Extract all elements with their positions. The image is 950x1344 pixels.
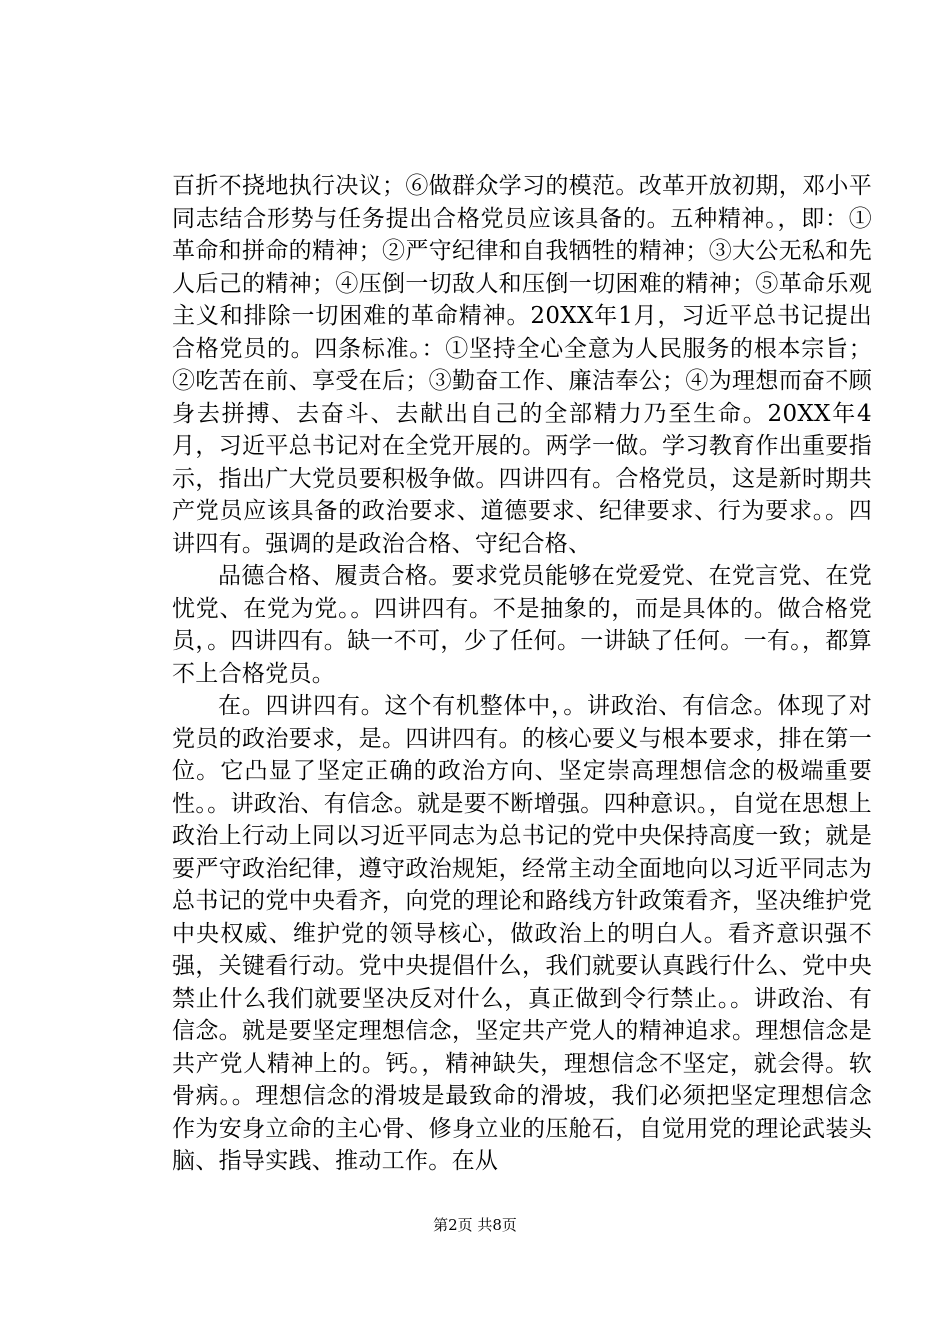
paragraph-2: 品德合格、履责合格。要求党员能够在党爱党、在党言党、在党忧党、在党为党。。四讲四有。不是抽象的，而是具体的。做合格党员，。四讲四有。缺一不可，少了任何。一讲缺了任何。一有。，都算不上合格党员。: [172, 563, 872, 687]
page-footer: 第2页 共8页: [433, 1216, 517, 1234]
document-body: [172, 170, 872, 1178]
paragraph-1: 百折不挠地执行决议；⑥做群众学习的模范。改革开放初期，邓小平同志结合形势与任务提出合格党员应该具备的。五种精神。，即：①革命和拼命的精神；②严守纪律和自我牺牲的精神；③大公无私和先人后己的精神；④压倒一切敌人和压倒一切困难的精神；⑤革命乐观主义和排除一切困难的革命精神。20XX年1月，习近平总书记提出合格党员的。四条标准。：①坚持全心全意为人民服务的根本宗旨；②吃苦在前、享受在后；③勤奋工作、廉洁奉公；④为理想而奋不顾身去拼搏、去奋斗、去献出自己的全部精力乃至生命。20XX年4月，习近平总书记对在全党开展的。两学一做。学习教育作出重要指示，指出广大党员要积极争做。四讲四有。合格党员，这是新时期共产党员应该具备的政治要求、道德要求、纪律要求、行为要求。。四讲四有。强调的是政治合格、守纪合格、: [172, 173, 872, 557]
paragraph-3: 在。四讲四有。这个有机整体中，。讲政治、有信念。体现了对党员的政治要求，是。四讲四有。的核心要义与根本要求，排在第一位。它凸显了坚定正确的政治方向、坚定崇高理想信念的极端重要性。。讲政治、有信念。就是要不断增强。四种意识。，自觉在思想上政治上行动上同以习近平同志为总书记的党中央保持高度一致；就是要严守政治纪律，遵守政治规矩，经常主动全面地向以习近平同志为总书记的党中央看齐，向党的理论和路线方针政策看齐，坚决维护党中央权威、维护党的领导核心，做政治上的明白人。看齐意识强不强，关键看行动。党中央提倡什么，我们就要认真践行什么、党中央禁止什么我们就要坚决反对什么，真正做到令行禁止。。讲政治、有信念。就是要坚定理想信念，坚定共产党人的精神追求。理想信念是共产党人精神上的。钙。，精神缺失，理想信念不坚定，就会得。软骨病。。理想信念的滑坡是最致命的滑坡，我们必须把坚定理想信念作为安身立命的主心骨、修身立业的压舱石，自觉用党的理论武装头脑、指导实践、推动工作。在从: [172, 693, 872, 1174]
